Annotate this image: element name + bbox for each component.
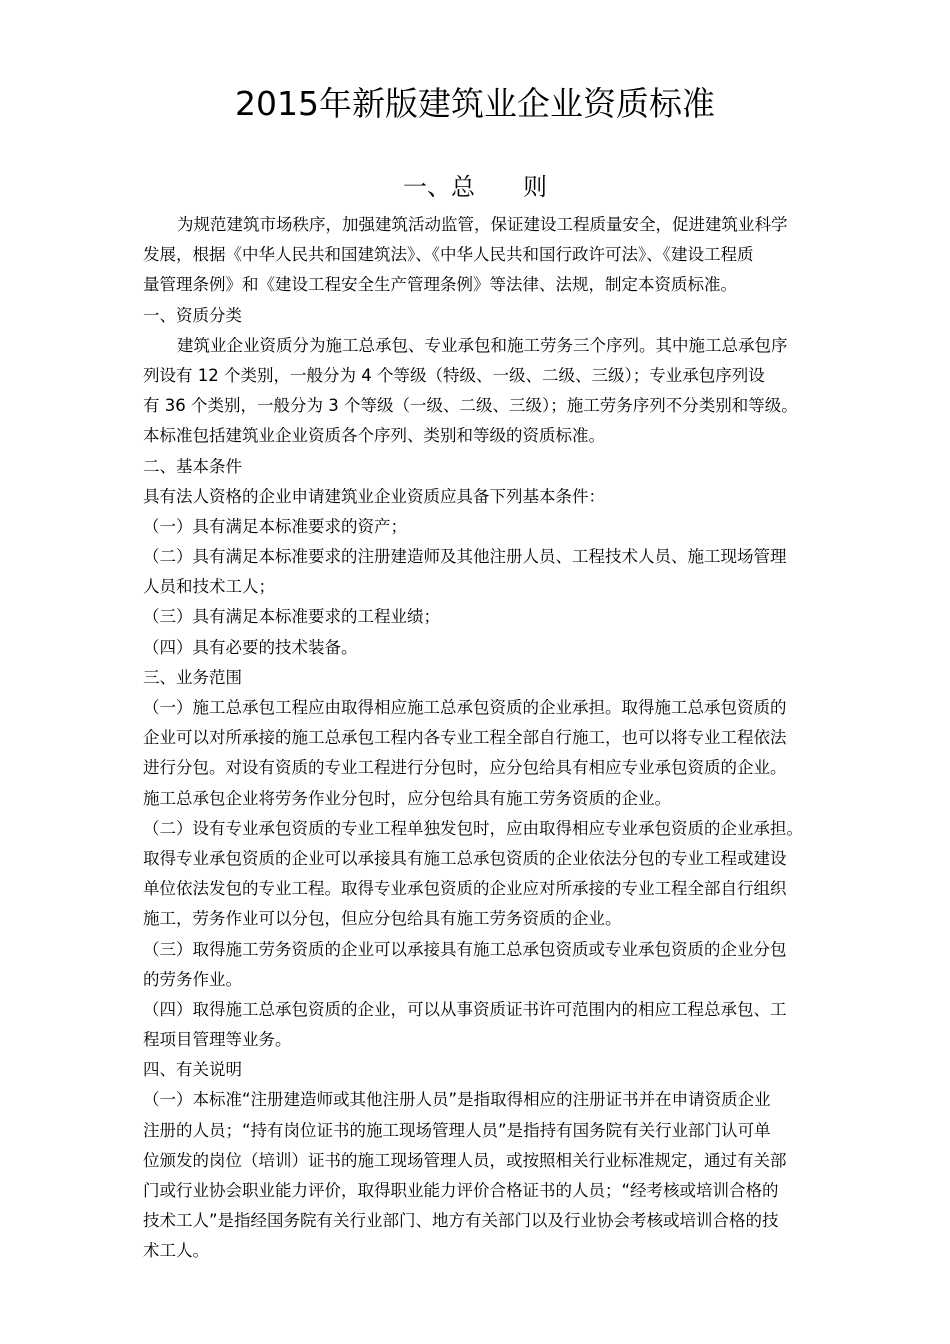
paragraph-line: 本标准包括建筑业企业资质各个序列、类别和等级的资质标准。 xyxy=(143,426,605,446)
paragraph-line: 列设有 12 个类别，一般分为 4 个等级（特级、一级、二级、三级）；专业承包序列设 xyxy=(143,365,765,385)
document-body xyxy=(143,210,863,1267)
subsection-heading: 三、业务范围 xyxy=(143,667,242,687)
list-item: （四）具有必要的技术装备。 xyxy=(143,637,358,657)
list-item-continuation: 注册的人员；“持有岗位证书的施工现场管理人员”是指持有国务院有关行业部门认可单 xyxy=(143,1120,771,1140)
document-title: 2015年新版建筑业企业资质标准 xyxy=(235,84,715,123)
list-item: （二）具有满足本标准要求的注册建造师及其他注册人员、工程技术人员、施工现场管理 xyxy=(143,547,787,567)
list-item-continuation: 单位依法发包的专业工程。取得专业承包资质的企业应对所承接的专业工程全部自行组织 xyxy=(143,879,787,899)
list-item: （一）具有满足本标准要求的资产； xyxy=(143,516,407,536)
list-item-continuation: 程项目管理等业务。 xyxy=(143,1030,292,1050)
list-item-continuation: 术工人。 xyxy=(143,1241,209,1261)
list-item: （三）取得施工劳务资质的企业可以承接具有施工总承包资质或专业承包资质的企业分包 xyxy=(143,939,787,959)
list-item: （二）设有专业承包资质的专业工程单独发包时，应由取得相应专业承包资质的企业承担。 xyxy=(143,818,803,838)
paragraph-line: 为规范建筑市场秩序，加强建筑活动监管，保证建设工程质量安全，促进建筑业科学 xyxy=(177,215,788,234)
list-item-continuation: 施工总承包企业将劳务作业分包时，应分包给具有施工劳务资质的企业。 xyxy=(143,788,671,808)
list-item-continuation: 取得专业承包资质的企业可以承接具有施工总承包资质的企业依法分包的专业工程或建设 xyxy=(143,848,787,868)
list-item-continuation: 施工，劳务作业可以分包，但应分包给具有施工劳务资质的企业。 xyxy=(143,909,622,929)
subsection-heading: 一、资质分类 xyxy=(143,305,242,325)
paragraph-line: 量管理条例》和《建设工程安全生产管理条例》等法律、法规，制定本资质标准。 xyxy=(143,275,737,295)
paragraph-line: 有 36 个类别，一般分为 3 个等级（一级、二级、三级）；施工劳务序列不分类别和等级。 xyxy=(143,396,798,416)
list-item-continuation: 门或行业协会职业能力评价，取得职业能力评价合格证书的人员；“经考核或培训合格的 xyxy=(143,1181,779,1200)
subsection-heading: 二、基本条件 xyxy=(143,456,242,476)
paragraph-line: 具有法人资格的企业申请建筑业企业资质应具备下列基本条件： xyxy=(143,486,605,506)
list-item-continuation: 企业可以对所承接的施工总承包工程内各专业工程全部自行施工，也可以将专业工程依法 xyxy=(143,728,787,748)
subsection-heading: 四、有关说明 xyxy=(143,1060,242,1080)
list-item-continuation: 进行分包。对设有资质的专业工程进行分包时，应分包给具有相应专业承包资质的企业。 xyxy=(143,758,787,778)
list-item: （一）本标准“注册建造师或其他注册人员”是指取得相应的注册证书并在申请资质企业 xyxy=(143,1090,771,1110)
list-item: （四）取得施工总承包资质的企业，可以从事资质证书许可范围内的相应工程总承包、工 xyxy=(143,999,787,1019)
paragraph-line: 发展，根据《中华人民共和国建筑法》、《中华人民共和国行政许可法》、《建设工程质 xyxy=(143,245,754,265)
list-item-continuation: 技术工人”是指经国务院有关行业部门、地方有关部门以及行业协会考核或培训合格的技 xyxy=(143,1211,779,1231)
list-item-continuation: 人员和技术工人； xyxy=(143,577,275,597)
paragraph-line: 建筑业企业资质分为施工总承包、专业承包和施工劳务三个序列。其中施工总承包序 xyxy=(177,335,788,355)
list-item: （三）具有满足本标准要求的工程业绩； xyxy=(143,607,440,627)
list-item-continuation: 的劳务作业。 xyxy=(143,969,242,989)
section-heading: 一、总 则 xyxy=(403,173,547,201)
list-item-continuation: 位颁发的岗位（培训）证书的施工现场管理人员，或按照相关行业标准规定，通过有关部 xyxy=(143,1150,787,1170)
list-item: （一）施工总承包工程应由取得相应施工总承包资质的企业承担。取得施工总承包资质的 xyxy=(143,698,787,717)
